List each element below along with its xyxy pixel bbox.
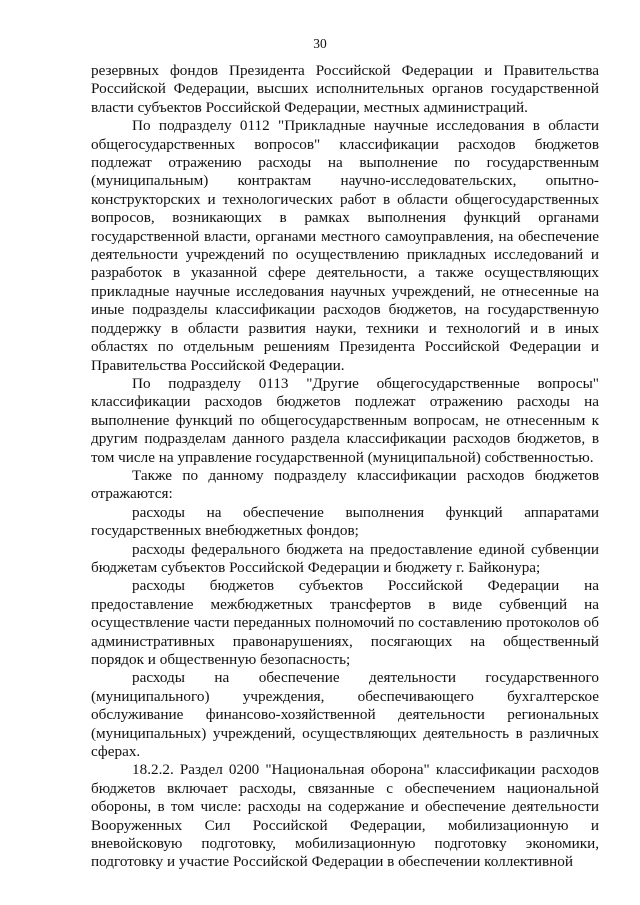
- paragraph-section-0200: 18.2.2. Раздел 0200 "Национальная оборона" классификации расходов бюджетов включает расходы, связанные с обеспечением национальной обороны, в том числе: расходы на содержание и обеспечение деятельности Вооруженных Сил Российской Федерации, мобилизационную и вневойсковую подготовку, мобилизационную подготовку экономики, подготовку и участие Российской Федерации в обеспечении коллективной: [91, 761, 599, 871]
- paragraph-0113: По подразделу 0113 "Другие общегосударственные вопросы" классификации расходов бюджетов подлежат отражению расходы на выполнение функций по общегосударственным вопросам, не отнесенным к другим подразделам данного раздела классификации расходов бюджетов, в том числе на управление государственной (муниципальной) собственностью.: [91, 374, 599, 466]
- list-item-extrabudgetary-funds: расходы на обеспечение выполнения функций аппаратами государственных внебюджетных фондов;: [91, 503, 599, 540]
- list-item-accounting-institution: расходы на обеспечение деятельности государственного (муниципального) учреждения, обеспечивающего бухгалтерское обслуживание финансово-хозяйственной деятельности региональных (муниципальных) учреждений, осуществляющих деятельность в различных сферах.: [91, 669, 599, 761]
- paragraph-also-reflected: Также по данному подразделу классификации расходов бюджетов отражаются:: [91, 466, 599, 503]
- paragraph-0112: По подразделу 0112 "Прикладные научные исследования в области общегосударственных вопросов" классификации расходов бюджетов подлежат отражению расходы на выполнение по государственным (муниципальным) контрактам научно-исследовательских, опытно-конструкторских и технологических работ в области общегосударственных вопросов, возникающих в рамках выполнения функций органами государственной власти, органами местного самоуправления, на обеспечение деятельности учреждений по осуществлению прикладных исследований и разработок в указанной сфере деятельности, а также осуществляющих прикладные научные исследования научных учреждений, не отнесенные на иные подразделы классификации расходов бюджетов, на государственную поддержку в области развития науки, техники и технологий и в иных областях по отдельным решениям Президента Российской Федерации и Правительства Российской Федерации.: [91, 117, 599, 374]
- list-item-administrative-protocols: расходы бюджетов субъектов Российской Федерации на предоставление межбюджетных трансфертов в виде субвенций на осуществление части переданных полномочий по составлению протоколов об административных правонарушениях, посягающих на общественный порядок и общественную безопасность;: [91, 577, 599, 668]
- paragraph-continuation: резервных фондов Президента Российской Федерации и Правительства Российской Федерации, высших исполнительных органов государственной власти субъектов Российской Федерации, местных администраций.: [91, 62, 599, 116]
- page-number: 30: [313, 36, 327, 51]
- list-item-single-subvention: расходы федерального бюджета на предоставление единой субвенции бюджетам субъектов Российской Федерации и бюджету г. Байконура;: [91, 540, 599, 576]
- document-body: [91, 62, 599, 872]
